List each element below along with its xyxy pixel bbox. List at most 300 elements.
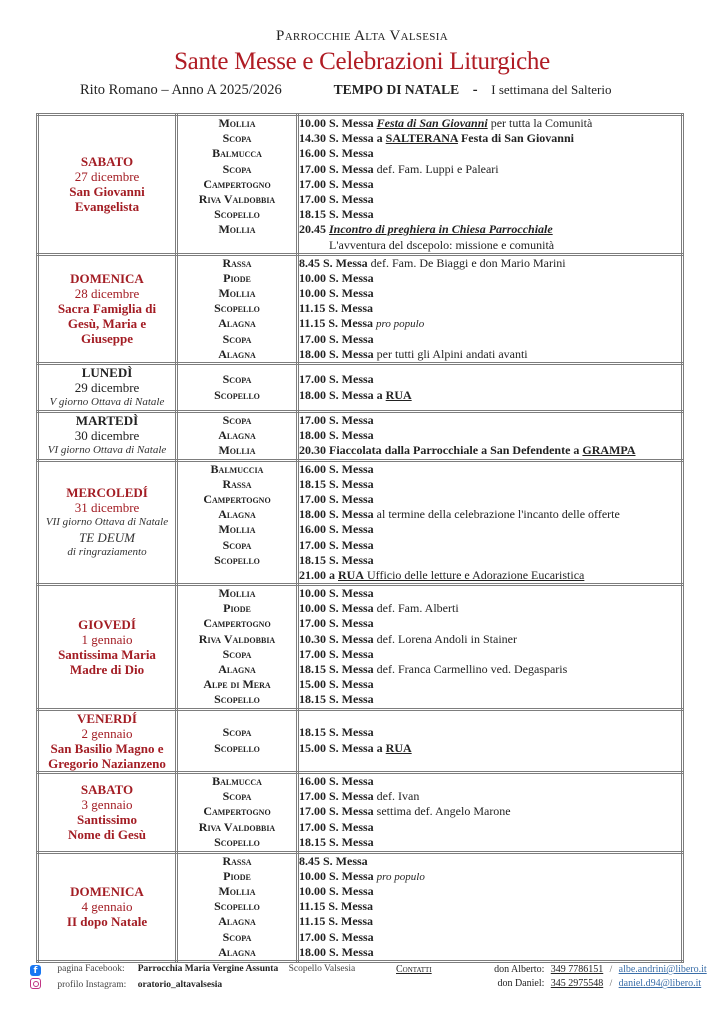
location-name: Scopello (214, 692, 260, 707)
event-text: S. Messa (329, 692, 374, 707)
location-name: Piode (223, 601, 251, 616)
day-row (38, 772, 683, 852)
location-cell (177, 585, 298, 710)
location-name: Rassa (222, 853, 252, 868)
event-text: S. Messa (329, 819, 374, 834)
event-text: S. Messa (329, 804, 374, 819)
events-cell (298, 709, 683, 772)
location-name: Alagna (218, 944, 256, 959)
location-name: Riva Valdobbia (198, 191, 276, 206)
separator-slash: / (609, 965, 613, 975)
event-entry (299, 192, 681, 207)
contact-name: don Alberto: (494, 964, 545, 975)
day-feast: Nome di Gesù (68, 827, 146, 843)
event-text: S. Messa (329, 789, 374, 804)
event-text: per tutta la Comunità (487, 116, 593, 130)
location-name: Scopello (214, 301, 260, 316)
event-time: 16.00 (299, 146, 326, 161)
event-entry (299, 741, 681, 756)
event-time: 8.45 (299, 853, 320, 868)
location-name: Alagna (218, 914, 256, 929)
location-name: Scopa (222, 131, 252, 146)
event-text: S. Messa (329, 270, 374, 285)
location-name: Scopa (222, 537, 252, 552)
event-entry (299, 553, 681, 568)
event-time: 8.45 (299, 255, 320, 270)
day-cell (38, 772, 177, 852)
event-time: 16.00 (299, 522, 326, 537)
event-text: RUA (385, 387, 412, 402)
location-name: Scopa (222, 413, 252, 427)
event-time: 10.00 (299, 586, 326, 601)
event-time: 11.15 (299, 914, 326, 929)
event-entry (299, 899, 681, 914)
event-entry (299, 316, 681, 331)
day-row (38, 852, 683, 961)
facebook-page-link[interactable]: Parrocchia Maria Vergine Assunta (137, 964, 279, 974)
event-text: S. Messa (329, 868, 377, 883)
event-entry (299, 271, 681, 286)
event-entry (299, 945, 681, 960)
event-time: 15.00 (299, 677, 326, 692)
contacts-block (396, 964, 707, 992)
events-cell (298, 364, 683, 412)
day-name: DOMENICA (70, 271, 144, 287)
event-time: 11.15 (299, 899, 326, 914)
facebook-label: pagina Facebook: (57, 964, 125, 974)
event-text: S. Messa (329, 346, 374, 361)
event-time: 21.00 (299, 567, 326, 582)
event-text: SALTERANA (385, 131, 458, 146)
event-time: 20.30 (299, 443, 326, 458)
event-entry (299, 820, 681, 835)
salterio-label: I settimana del Salterio (491, 82, 612, 97)
location-name (178, 238, 296, 253)
event-entry (299, 616, 681, 631)
rito-label: Rito Romano – Anno A 2025/2026 (80, 82, 282, 98)
facebook-place: Scopello Valsesia (288, 964, 356, 974)
event-text: pro populo (376, 318, 425, 331)
day-cell (38, 364, 177, 412)
event-text: S. Messa (323, 853, 368, 868)
event-entry (299, 884, 681, 899)
location-name: Piode (223, 868, 251, 883)
event-entry (299, 677, 681, 692)
separator-slash: / (609, 979, 613, 989)
day-feast: Evangelista (74, 199, 140, 215)
event-time: 20.45 (299, 222, 326, 237)
day-row (38, 709, 683, 772)
day-cell (38, 412, 177, 461)
day-date: 29 dicembre (74, 380, 140, 395)
event-entry (299, 238, 681, 253)
location-name: Campertogno (203, 176, 271, 191)
events-cell (298, 772, 683, 852)
event-text: S. Messa a (329, 131, 386, 146)
event-text: S. Messa (329, 631, 374, 646)
day-cell (38, 852, 177, 961)
event-text: S. Messa (329, 646, 374, 661)
event-entry (299, 131, 681, 146)
location-name: Mollia (218, 116, 256, 130)
day-date: 27 dicembre (74, 169, 140, 185)
event-time: 18.00 (299, 944, 326, 959)
event-text: S. Messa (329, 146, 374, 161)
location-cell (177, 772, 298, 852)
event-time: 11.15 (299, 301, 326, 316)
day-date: 1 gennaio (81, 631, 133, 647)
day-feast: San Giovanni (69, 184, 145, 200)
location-name: Campertogno (203, 804, 271, 819)
event-entry (299, 116, 681, 131)
facebook-row (30, 964, 355, 978)
event-time: 17.00 (299, 819, 326, 834)
event-time: 16.00 (299, 774, 326, 789)
event-time: 16.00 (299, 461, 326, 476)
location-name: Campertogno (203, 616, 271, 631)
day-row (38, 254, 683, 363)
location-name: Mollia (218, 586, 256, 601)
event-text: S. Messa (329, 834, 374, 849)
event-entry (299, 538, 681, 553)
event-entry (299, 789, 681, 804)
location-name: Alagna (218, 428, 256, 443)
instagram-label: profilo Instagram: (57, 980, 127, 990)
day-row (38, 460, 683, 585)
contact-email-link[interactable]: daniel.d94@libero.it (618, 978, 702, 989)
event-time: 17.00 (299, 929, 326, 944)
day-feast: II dopo Natale (66, 914, 148, 930)
day-row (38, 585, 683, 710)
location-name: Rassa (222, 255, 252, 270)
location-name: Mollia (218, 522, 256, 537)
event-text: S. Messa (329, 331, 374, 346)
location-name: Campertogno (203, 491, 271, 506)
day-row (38, 115, 683, 255)
day-name: MERCOLEDÍ (66, 484, 148, 500)
event-time: 17.00 (299, 537, 326, 552)
day-name: VENERDÍ (77, 710, 137, 726)
location-cell (177, 852, 298, 961)
event-text: S. Messa (329, 476, 374, 491)
event-entry (299, 207, 681, 222)
event-time: 18.15 (299, 476, 326, 491)
location-cell (177, 460, 298, 585)
location-name: Alagna (218, 662, 256, 676)
parish-header: Parrocchie Alta Valsesia (276, 28, 448, 44)
day-name: SABATO (80, 782, 134, 798)
event-entry (299, 647, 681, 662)
event-entry (299, 177, 681, 192)
event-text: S. Messa (329, 537, 374, 552)
event-time: 17.00 (299, 161, 326, 176)
event-text: S. Messa (329, 507, 374, 522)
event-text: Festa di San Giovanni (457, 131, 574, 146)
schedule-body (38, 115, 683, 962)
event-text: Incontro di preghiera in Chiesa Parrocchiale (329, 222, 553, 237)
event-time: 18.00 (299, 387, 326, 402)
contacts-label: Contatti (396, 964, 432, 975)
subtitle-line (80, 82, 700, 99)
events-cell (298, 460, 683, 585)
day-name: DOMENICA (70, 884, 144, 900)
event-text: S. Messa (329, 191, 374, 206)
event-entry (299, 388, 681, 403)
location-name: Scopa (222, 372, 252, 387)
location-name: Mollia (218, 286, 256, 301)
event-time: 11.15 (299, 316, 326, 331)
event-entry (299, 725, 681, 740)
contact-phone-link[interactable]: 349 7786151 (550, 964, 604, 975)
day-date: 28 dicembre (74, 286, 140, 302)
event-text: S. Messa (329, 428, 374, 443)
event-entry (299, 146, 681, 161)
event-entry (299, 692, 681, 707)
day-note: TE DEUM (79, 529, 135, 545)
events-cell (298, 412, 683, 461)
location-name: Balmucca (212, 774, 262, 789)
contact-row (396, 978, 707, 992)
event-text: S. Messa (329, 461, 374, 476)
location-name: Scopa (222, 929, 252, 944)
event-text: def. Fam. Luppi e Paleari (373, 161, 499, 176)
events-cell (298, 254, 683, 363)
event-entry (299, 162, 681, 177)
location-name: Scopa (222, 789, 252, 804)
event-entry (299, 477, 681, 492)
location-name: Scopello (214, 899, 260, 914)
day-date: 3 gennaio (81, 797, 133, 813)
event-text: def. Franca Carmellino ved. Degasparis (373, 662, 568, 676)
event-entry (299, 462, 681, 477)
location-name: Scopello (214, 834, 260, 849)
day-cell (38, 460, 177, 585)
location-name: Rassa (222, 476, 252, 491)
event-text: S. Messa a (329, 740, 386, 755)
day-cell (38, 254, 177, 363)
events-cell (298, 115, 683, 255)
event-text: def. Ivan (373, 789, 420, 804)
event-text: S. Messa (329, 522, 374, 537)
event-time: 17.00 (299, 176, 326, 191)
event-entry (299, 301, 681, 316)
event-text: S. Messa (329, 207, 374, 222)
event-entry (299, 222, 681, 237)
event-entry (299, 256, 681, 271)
event-text: GRAMPA (582, 443, 636, 458)
facebook-icon[interactable]: f (30, 965, 41, 976)
event-text: S. Messa (328, 899, 374, 914)
event-entry (299, 347, 681, 362)
page-title: Sante Messe e Celebrazioni Liturgiche (174, 48, 550, 75)
event-entry (299, 568, 681, 583)
separator-dash: - (472, 82, 478, 98)
location-name: Balmucca (212, 146, 262, 161)
event-text: a (329, 567, 338, 582)
event-text: def. Fam. De Biaggi e don Mario Marini (367, 255, 566, 270)
event-time: 17.00 (299, 616, 326, 631)
event-entry (299, 601, 681, 616)
location-name: Scopello (214, 552, 260, 567)
location-name (178, 568, 296, 583)
event-text: S. Messa (329, 491, 374, 506)
contact-phone-link[interactable]: 345 2975548 (550, 978, 604, 989)
event-time: 10.00 (299, 286, 326, 301)
event-text: def. Fam. Alberti (373, 601, 459, 616)
event-time: 17.00 (299, 789, 326, 804)
location-name: Riva Valdobbia (198, 631, 276, 646)
event-time: 17.00 (299, 804, 326, 819)
day-date: 4 gennaio (81, 899, 133, 915)
contact-email-link[interactable]: albe.andrini@libero.it (618, 964, 707, 975)
event-text: pro populo (376, 870, 425, 883)
location-name: Piode (223, 270, 251, 285)
event-time: 10.00 (299, 270, 326, 285)
event-text: S. Messa a (329, 387, 386, 402)
location-cell (177, 412, 298, 461)
day-feast: Gesù, Maria e (67, 316, 147, 332)
instagram-icon[interactable] (30, 978, 41, 989)
event-entry (299, 835, 681, 850)
event-text: S. Messa (329, 662, 374, 676)
day-feast: Sacra Famiglia di (57, 301, 157, 317)
event-text: S. Messa (328, 914, 374, 929)
event-text: S. Messa (329, 586, 374, 601)
day-name: MARTEDÌ (75, 413, 139, 429)
instagram-profile-link[interactable]: oratorio_altavalsesia (137, 980, 223, 990)
event-time: 18.15 (299, 552, 326, 567)
location-name: Mollia (218, 222, 256, 237)
day-feast: Santissimo (77, 812, 137, 828)
day-name: LUNEDÌ (81, 365, 133, 380)
event-time: 17.00 (299, 491, 326, 506)
location-name: Scopa (222, 331, 252, 346)
events-cell (298, 852, 683, 961)
event-text: Fiaccolata dalla Parrocchiale a San Defendente a (329, 443, 583, 458)
location-cell (177, 709, 298, 772)
day-cell (38, 585, 177, 710)
day-note: VI giorno Ottava di Natale (47, 444, 167, 457)
event-time: 18.15 (299, 662, 326, 676)
event-entry (299, 443, 681, 458)
event-time: 18.00 (299, 346, 326, 361)
event-entry (299, 586, 681, 601)
location-name: Alpe di Mera (203, 677, 271, 692)
event-time: 18.00 (299, 428, 326, 443)
day-cell (38, 709, 177, 772)
event-text: S. Messa (329, 601, 374, 616)
day-note: V giorno Ottava di Natale (49, 396, 165, 408)
location-cell (177, 115, 298, 255)
event-text: S. Messa (329, 372, 374, 387)
event-text: RUA (338, 567, 364, 582)
event-time: 10.00 (299, 868, 326, 883)
event-time: 18.15 (299, 692, 326, 707)
event-time: 10.30 (299, 631, 326, 646)
day-name: SABATO (80, 154, 134, 170)
event-text: settima def. Angelo Marone (373, 804, 511, 819)
contact-row (396, 964, 707, 978)
event-time: 17.00 (299, 331, 326, 346)
event-entry (299, 930, 681, 945)
location-cell (177, 364, 298, 412)
day-feast: Santissima Maria (58, 646, 156, 662)
event-text: S. Messa (329, 774, 374, 789)
day-date: 2 gennaio (81, 725, 133, 741)
event-time: 10.00 (299, 116, 326, 130)
event-entry (299, 869, 681, 884)
event-text: S. Messa (329, 176, 374, 191)
event-text: Ufficio delle letture e Adorazione Eucaristica (364, 567, 585, 582)
instagram-row (30, 978, 230, 992)
event-text: L'avventura del dscepolo: missione e comunità (329, 237, 555, 252)
event-entry (299, 413, 681, 428)
day-cell (38, 115, 177, 255)
event-time: 15.00 (299, 740, 326, 755)
location-name: Scopa (222, 725, 252, 740)
day-note: VII giorno Ottava di Natale (45, 515, 169, 528)
event-time: 14.30 (299, 131, 326, 146)
location-name: Alagna (218, 316, 256, 331)
event-text: def. Lorena Andoli in Stainer (373, 631, 517, 646)
event-text: S. Messa (329, 944, 374, 959)
event-text: S. Messa (329, 883, 374, 898)
event-time: 10.00 (299, 883, 326, 898)
location-name: Riva Valdobbia (198, 819, 276, 834)
day-feast: Madre di Dio (69, 661, 145, 677)
day-row (38, 412, 683, 461)
event-entry (299, 507, 681, 522)
event-entry (299, 492, 681, 507)
event-entry (299, 332, 681, 347)
location-name: Scopa (222, 646, 252, 661)
event-text: S. Messa (328, 316, 377, 331)
event-text: per tutti gli Alpini andati avanti (373, 346, 528, 361)
event-time: 17.00 (299, 646, 326, 661)
event-entry (299, 804, 681, 819)
location-name: Alagna (218, 346, 256, 361)
day-name: GIOVEDÍ (78, 616, 136, 632)
location-name: Mollia (218, 883, 256, 898)
day-date: 31 dicembre (74, 499, 140, 515)
tempo-label: TEMPO DI NATALE (333, 82, 460, 97)
event-time: 18.15 (299, 834, 326, 849)
event-text: S. Messa (323, 255, 368, 270)
location-name: Scopello (214, 207, 260, 222)
events-cell (298, 585, 683, 710)
contact-name: don Daniel: (497, 978, 545, 989)
event-time: 17.00 (299, 413, 326, 427)
event-entry (299, 428, 681, 443)
event-entry (299, 372, 681, 387)
event-text: S. Messa (329, 286, 374, 301)
location-name: Scopa (222, 161, 252, 176)
event-text: al termine della celebrazione l'incanto delle offerte (373, 507, 620, 522)
event-time: 10.00 (299, 601, 326, 616)
location-name: Scopello (214, 387, 260, 402)
location-name: Balmuccia (210, 461, 264, 476)
location-name: Alagna (218, 507, 256, 522)
event-time: 18.00 (299, 507, 326, 522)
event-text: S. Messa (329, 552, 374, 567)
location-cell (177, 254, 298, 363)
location-name: Mollia (218, 443, 256, 458)
event-text: S. Messa (329, 116, 377, 130)
event-entry (299, 286, 681, 301)
event-time: 17.00 (299, 372, 326, 387)
day-row (38, 364, 683, 412)
day-feast: Gregorio Nazianzeno (48, 755, 166, 771)
